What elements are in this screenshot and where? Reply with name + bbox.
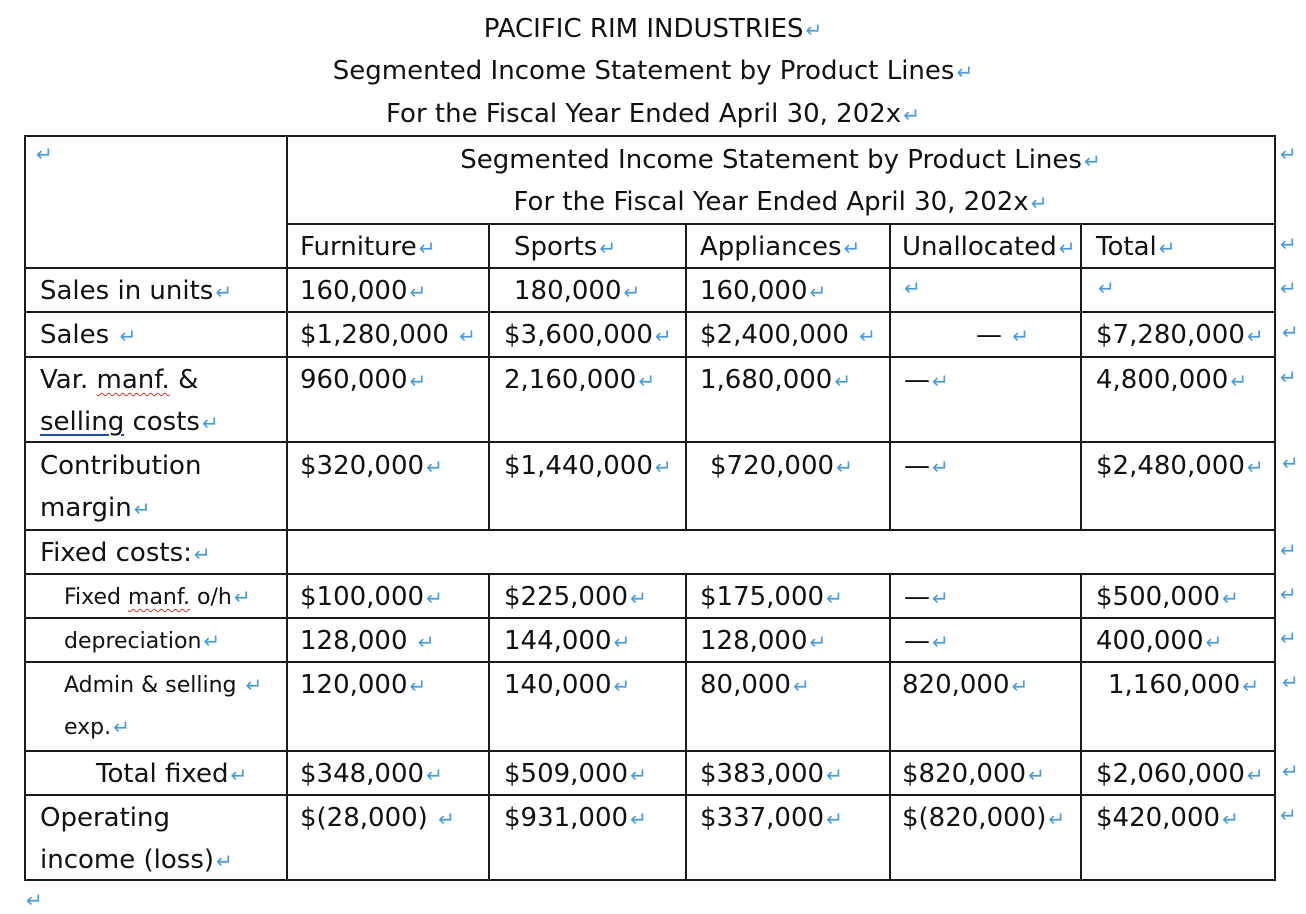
- total-fixed-unallocated: $820,000 ↵: [902, 759, 1045, 789]
- contribution-appliances: $720,000 ↵: [710, 451, 853, 481]
- sales-units-appliances: 160,000 ↵: [700, 276, 827, 306]
- total-fixed-total: $2,060,000 ↵: [1096, 759, 1264, 789]
- row-label-admin: Admin & selling ↵: [64, 673, 263, 698]
- contribution-sports: $1,440,000 ↵: [504, 451, 672, 481]
- sales-units-sports: 180,000 ↵: [514, 276, 641, 306]
- table-col-divider: [488, 573, 490, 881]
- admin-sports: 140,000 ↵: [504, 670, 631, 700]
- row-end-mark: ↵: [1280, 803, 1297, 827]
- table-header-title: Segmented Income Statement by Product Lines ↵: [460, 145, 1101, 175]
- admin-unallocated: 820,000 ↵: [902, 670, 1029, 700]
- table-divider: [24, 750, 1276, 752]
- depreciation-total: 400,000 ↵: [1096, 626, 1223, 656]
- fixed-manf-total: $500,000 ↵: [1096, 582, 1239, 612]
- column-header-total: Total ↵: [1096, 232, 1176, 262]
- row-end-mark: ↵: [1282, 451, 1299, 475]
- table-header-period: For the Fiscal Year Ended April 30, 202x ↵: [513, 187, 1048, 217]
- fixed-manf-sports: $225,000 ↵: [504, 582, 647, 612]
- company-name: PACIFIC RIM INDUSTRIES ↵: [483, 14, 823, 44]
- row-label-contribution: Contribution: [40, 451, 202, 481]
- table-border-top: [24, 135, 1276, 137]
- row-end-mark: ↵: [1280, 232, 1297, 256]
- row-label-depreciation: depreciation ↵: [64, 629, 221, 654]
- sales-units-furniture: 160,000 ↵: [300, 276, 427, 306]
- depreciation-appliances: 128,000 ↵: [700, 626, 827, 656]
- row-label-sales-units: Sales in units ↵: [40, 276, 233, 306]
- admin-furniture: 120,000 ↵: [300, 670, 427, 700]
- column-header-furniture: Furniture ↵: [300, 232, 436, 262]
- table-divider: [24, 529, 1276, 531]
- depreciation-furniture: 128,000 ↵: [300, 626, 435, 656]
- row-label-operating-cont: income (loss) ↵: [40, 845, 233, 875]
- var-costs-unallocated: — ↵: [904, 365, 949, 395]
- contribution-furniture: $320,000 ↵: [300, 451, 443, 481]
- table-divider: [24, 267, 1276, 269]
- depreciation-sports: 144,000 ↵: [504, 626, 631, 656]
- row-label-var-costs-cont: selling costs ↵: [40, 407, 219, 437]
- sales-unallocated: — ↵: [976, 320, 1030, 350]
- row-label-sales: Sales ↵: [40, 320, 137, 350]
- row-end-mark: ↵: [1280, 582, 1297, 606]
- table-col-divider: [1080, 223, 1082, 531]
- row-label-var-costs: Var. manf. &: [40, 365, 199, 395]
- row-end-mark: ↵: [1280, 626, 1297, 650]
- table-col-divider: [1080, 573, 1082, 881]
- fixed-manf-furniture: $100,000 ↵: [300, 582, 443, 612]
- var-costs-appliances: 1,680,000 ↵: [700, 365, 852, 395]
- sales-furniture: $1,280,000 ↵: [300, 320, 476, 350]
- sales-appliances: $2,400,000 ↵: [700, 320, 876, 350]
- row-end-mark: ↵: [1280, 142, 1297, 166]
- paragraph-mark: ↵: [36, 142, 53, 166]
- row-label-total-fixed: Total fixed ↵: [96, 759, 248, 789]
- total-fixed-appliances: $383,000 ↵: [700, 759, 843, 789]
- row-end-mark: ↵: [1282, 320, 1299, 344]
- table-border-right: [1274, 135, 1276, 881]
- row-label-admin-cont: exp. ↵: [64, 715, 130, 740]
- row-end-mark: ↵: [1282, 670, 1299, 694]
- total-fixed-sports: $509,000 ↵: [504, 759, 647, 789]
- paragraph-mark: ↵: [26, 888, 43, 912]
- column-header-unallocated: Unallocated ↵: [902, 232, 1076, 262]
- paragraph-mark: ↵: [904, 276, 921, 300]
- row-label-fixed-manf: Fixed manf. o/h ↵: [64, 585, 251, 610]
- row-label-fixed-costs: Fixed costs: ↵: [40, 538, 211, 568]
- table-col-divider: [286, 135, 288, 881]
- row-label-operating: Operating: [40, 803, 170, 833]
- operating-furniture: $(28,000) ↵: [300, 803, 455, 833]
- var-costs-sports: 2,160,000 ↵: [504, 365, 656, 395]
- operating-unallocated: $(820,000) ↵: [902, 803, 1066, 833]
- table-col-divider: [889, 223, 891, 531]
- document-title: Segmented Income Statement by Product Lines ↵: [332, 56, 974, 86]
- table-col-divider: [488, 223, 490, 531]
- fixed-manf-appliances: $175,000 ↵: [700, 582, 843, 612]
- fixed-manf-unallocated: — ↵: [904, 582, 949, 612]
- sales-total: $7,280,000 ↵: [1096, 320, 1264, 350]
- var-costs-furniture: 960,000 ↵: [300, 365, 427, 395]
- table-divider: [24, 573, 1276, 575]
- sales-sports: $3,600,000 ↵: [504, 320, 672, 350]
- operating-appliances: $337,000 ↵: [700, 803, 843, 833]
- table-col-divider: [685, 573, 687, 881]
- operating-total: $420,000 ↵: [1096, 803, 1239, 833]
- depreciation-unallocated: — ↵: [904, 626, 949, 656]
- admin-appliances: 80,000 ↵: [700, 670, 810, 700]
- row-end-mark: ↵: [1280, 276, 1297, 300]
- document-period: For the Fiscal Year Ended April 30, 202x ↵: [386, 99, 920, 129]
- var-costs-total: 4,800,000 ↵: [1096, 365, 1248, 395]
- contribution-unallocated: — ↵: [904, 451, 949, 481]
- total-fixed-furniture: $348,000 ↵: [300, 759, 443, 789]
- table-border-left: [24, 135, 26, 881]
- admin-total: 1,160,000 ↵: [1108, 670, 1260, 700]
- column-header-sports: Sports ↵: [514, 232, 617, 262]
- paragraph-mark: ↵: [1098, 276, 1115, 300]
- table-col-divider: [685, 223, 687, 531]
- column-header-appliances: Appliances ↵: [700, 232, 861, 262]
- operating-sports: $931,000 ↵: [504, 803, 647, 833]
- row-label-contribution-cont: margin ↵: [40, 493, 151, 523]
- row-end-mark: ↵: [1282, 759, 1299, 783]
- table-col-divider: [889, 573, 891, 881]
- contribution-total: $2,480,000 ↵: [1096, 451, 1264, 481]
- row-end-mark: ↵: [1280, 365, 1297, 389]
- row-end-mark: ↵: [1280, 538, 1297, 562]
